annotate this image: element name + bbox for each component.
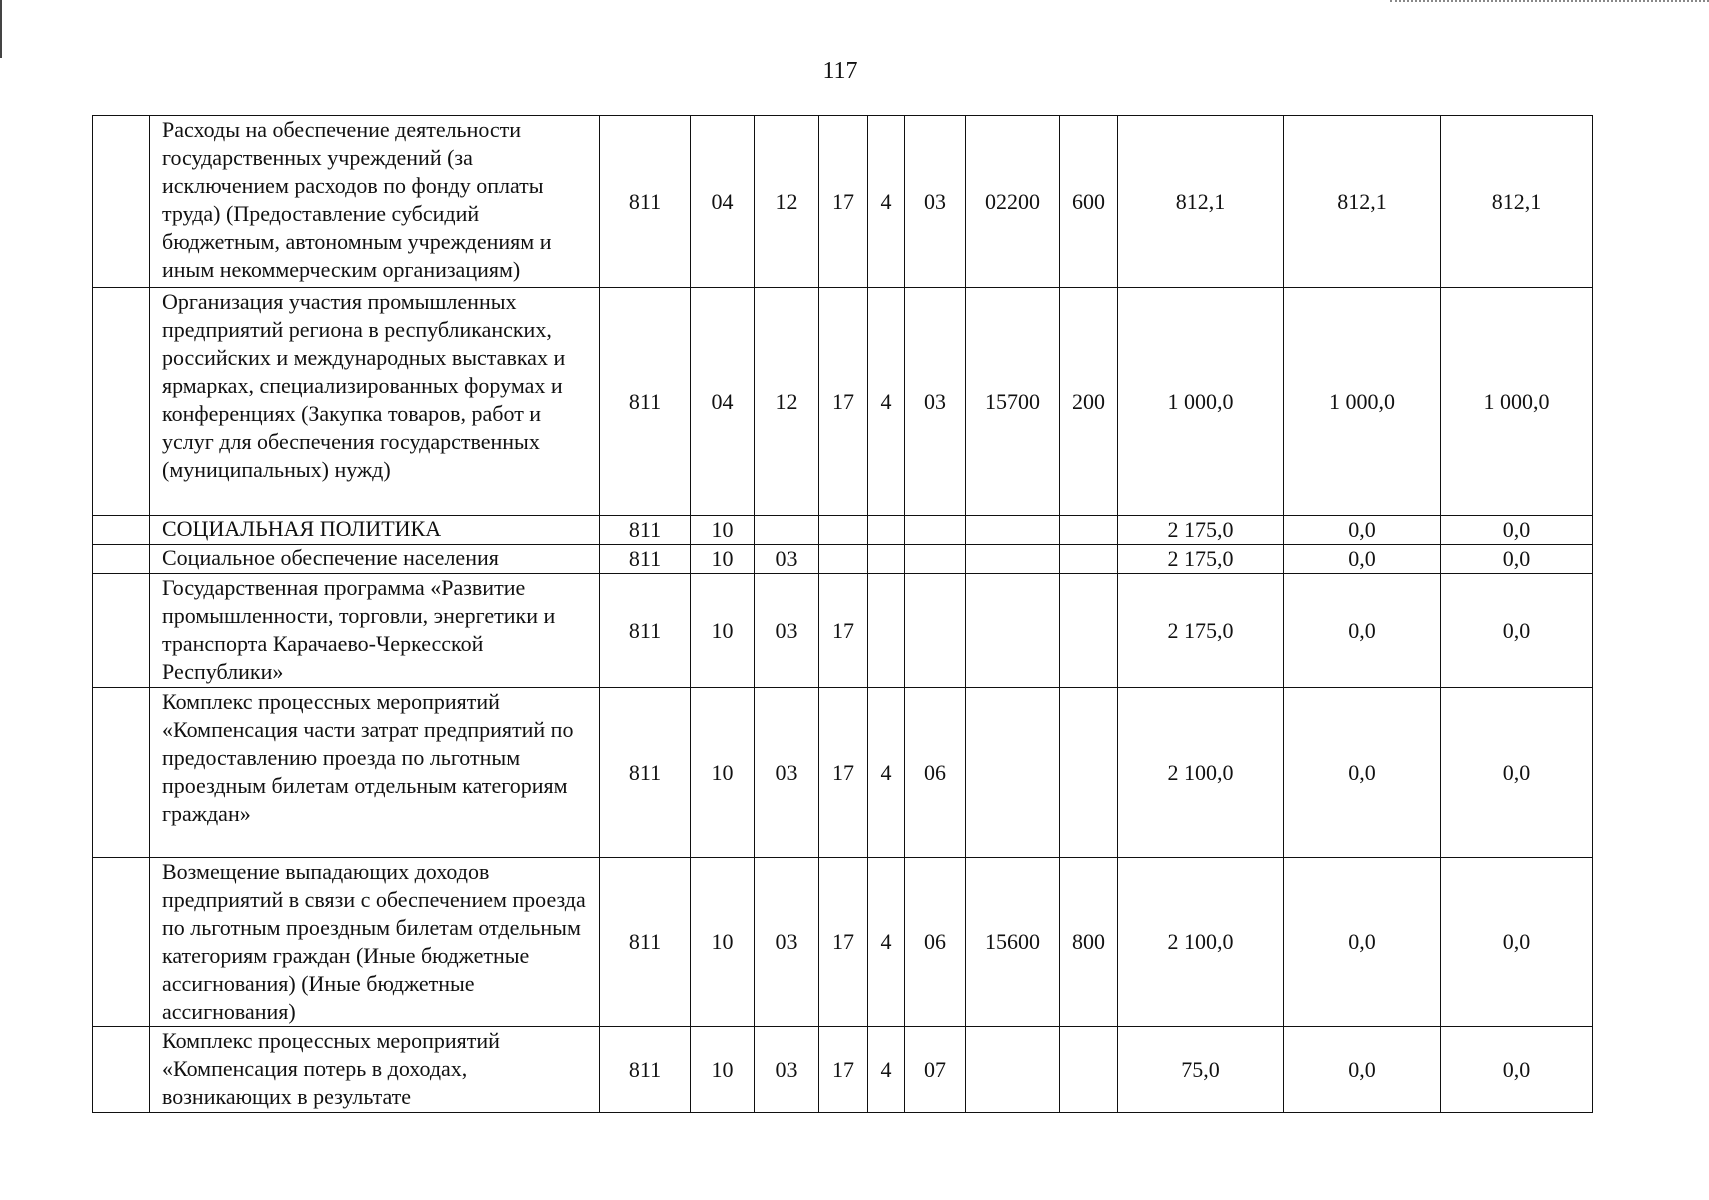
amount-year-1: 812,1 (1118, 116, 1284, 288)
expense-type-code (1060, 574, 1118, 688)
expense-type-code (1060, 545, 1118, 574)
amount-year-3: 812,1 (1441, 116, 1593, 288)
subprogram-code: 4 (868, 288, 905, 516)
group-code (905, 545, 966, 574)
subsection-code: 12 (755, 116, 819, 288)
item-name: Комплекс процессных мероприятий «Компенсация потерь в доходах, возникающих в результате (150, 1027, 600, 1113)
subsection-code: 03 (755, 574, 819, 688)
table-row (93, 516, 1593, 545)
row-number-cell (93, 516, 150, 545)
subprogram-code: 4 (868, 688, 905, 858)
ved-code: 811 (600, 545, 691, 574)
direction-code: 15600 (966, 858, 1060, 1027)
table-row (93, 688, 1593, 858)
amount-year-2: 0,0 (1284, 516, 1441, 545)
program-code (819, 516, 868, 545)
amount-year-2: 812,1 (1284, 116, 1441, 288)
subsection-code (755, 516, 819, 545)
row-number-cell (93, 1027, 150, 1113)
program-code: 17 (819, 688, 868, 858)
program-code: 17 (819, 288, 868, 516)
item-name: Государственная программа «Развитие промышленности, торговли, энергетики и транспорта Карачаево-Черкесской Республики» (150, 574, 600, 688)
row-number-cell (93, 545, 150, 574)
subsection-code: 03 (755, 688, 819, 858)
amount-year-3: 1 000,0 (1441, 288, 1593, 516)
direction-code: 02200 (966, 116, 1060, 288)
amount-year-3: 0,0 (1441, 858, 1593, 1027)
program-code: 17 (819, 858, 868, 1027)
amount-year-3: 0,0 (1441, 1027, 1593, 1113)
ved-code: 811 (600, 516, 691, 545)
amount-year-1: 2 175,0 (1118, 516, 1284, 545)
group-code: 03 (905, 288, 966, 516)
amount-year-1: 75,0 (1118, 1027, 1284, 1113)
ved-code: 811 (600, 116, 691, 288)
item-name: Комплекс процессных мероприятий «Компенсация части затрат предприятий по предоставлению проезда по льготным проездным билетам отдельным категориям граждан» (150, 688, 600, 858)
budget-table (92, 115, 1593, 1113)
ved-code: 811 (600, 1027, 691, 1113)
subprogram-code: 4 (868, 1027, 905, 1113)
subsection-code: 03 (755, 545, 819, 574)
item-name: СОЦИАЛЬНАЯ ПОЛИТИКА (150, 516, 600, 545)
amount-year-3: 0,0 (1441, 574, 1593, 688)
expense-type-code: 200 (1060, 288, 1118, 516)
program-code (819, 545, 868, 574)
direction-code (966, 574, 1060, 688)
amount-year-2: 0,0 (1284, 688, 1441, 858)
row-number-cell (93, 288, 150, 516)
item-name: Организация участия промышленных предприятий региона в республиканских, российских и международных выставках и ярмарках, специализированных форумах и конференциях (Закупка товаров, работ и услуг для обеспечения государственных (муниципальных) нужд) (150, 288, 600, 516)
section-code: 10 (691, 545, 755, 574)
item-name: Расходы на обеспечение деятельности государственных учреждений (за исключением расходов по фонду оплаты труда) (Предоставление субсидий бюджетным, автономным учреждениям и иным некоммерческим организациям) (150, 116, 600, 288)
expense-type-code (1060, 516, 1118, 545)
table-row (93, 288, 1593, 516)
amount-year-2: 0,0 (1284, 574, 1441, 688)
amount-year-2: 1 000,0 (1284, 288, 1441, 516)
ved-code: 811 (600, 858, 691, 1027)
table-row (93, 545, 1593, 574)
direction-code: 15700 (966, 288, 1060, 516)
subsection-code: 03 (755, 858, 819, 1027)
scan-edge-left (0, 0, 2, 58)
row-number-cell (93, 574, 150, 688)
item-name: Возмещение выпадающих доходов предприятий в связи с обеспечением проезда по льготным проездным билетам отдельным категориям граждан (Иные бюджетные ассигнования) (Иные бюджетные ассигнования) (150, 858, 600, 1027)
amount-year-3: 0,0 (1441, 545, 1593, 574)
program-code: 17 (819, 1027, 868, 1113)
amount-year-2: 0,0 (1284, 858, 1441, 1027)
amount-year-2: 0,0 (1284, 545, 1441, 574)
subsection-code: 12 (755, 288, 819, 516)
row-number-cell (93, 688, 150, 858)
group-code: 03 (905, 116, 966, 288)
group-code: 06 (905, 688, 966, 858)
expense-type-code: 600 (1060, 116, 1118, 288)
ved-code: 811 (600, 574, 691, 688)
section-code: 10 (691, 688, 755, 858)
section-code: 10 (691, 516, 755, 545)
group-code (905, 516, 966, 545)
subsection-code: 03 (755, 1027, 819, 1113)
group-code (905, 574, 966, 688)
table-row (93, 574, 1593, 688)
table-row (93, 116, 1593, 288)
section-code: 10 (691, 1027, 755, 1113)
ved-code: 811 (600, 288, 691, 516)
program-code: 17 (819, 574, 868, 688)
subprogram-code: 4 (868, 116, 905, 288)
direction-code (966, 516, 1060, 545)
direction-code (966, 545, 1060, 574)
amount-year-1: 2 175,0 (1118, 574, 1284, 688)
section-code: 04 (691, 288, 755, 516)
row-number-cell (93, 116, 150, 288)
expense-type-code: 800 (1060, 858, 1118, 1027)
subprogram-code (868, 545, 905, 574)
amount-year-3: 0,0 (1441, 516, 1593, 545)
group-code: 07 (905, 1027, 966, 1113)
page-number: 117 (822, 58, 858, 84)
table-row (93, 858, 1593, 1027)
scan-edge-top (1390, 0, 1709, 4)
amount-year-1: 2 100,0 (1118, 688, 1284, 858)
amount-year-1: 2 175,0 (1118, 545, 1284, 574)
section-code: 10 (691, 858, 755, 1027)
section-code: 04 (691, 116, 755, 288)
amount-year-1: 1 000,0 (1118, 288, 1284, 516)
table-row (93, 1027, 1593, 1113)
expense-type-code (1060, 688, 1118, 858)
subprogram-code (868, 516, 905, 545)
direction-code (966, 1027, 1060, 1113)
section-code: 10 (691, 574, 755, 688)
group-code: 06 (905, 858, 966, 1027)
item-name: Социальное обеспечение населения (150, 545, 600, 574)
ved-code: 811 (600, 688, 691, 858)
direction-code (966, 688, 1060, 858)
program-code: 17 (819, 116, 868, 288)
amount-year-2: 0,0 (1284, 1027, 1441, 1113)
subprogram-code: 4 (868, 858, 905, 1027)
subprogram-code (868, 574, 905, 688)
row-number-cell (93, 858, 150, 1027)
amount-year-3: 0,0 (1441, 688, 1593, 858)
expense-type-code (1060, 1027, 1118, 1113)
amount-year-1: 2 100,0 (1118, 858, 1284, 1027)
